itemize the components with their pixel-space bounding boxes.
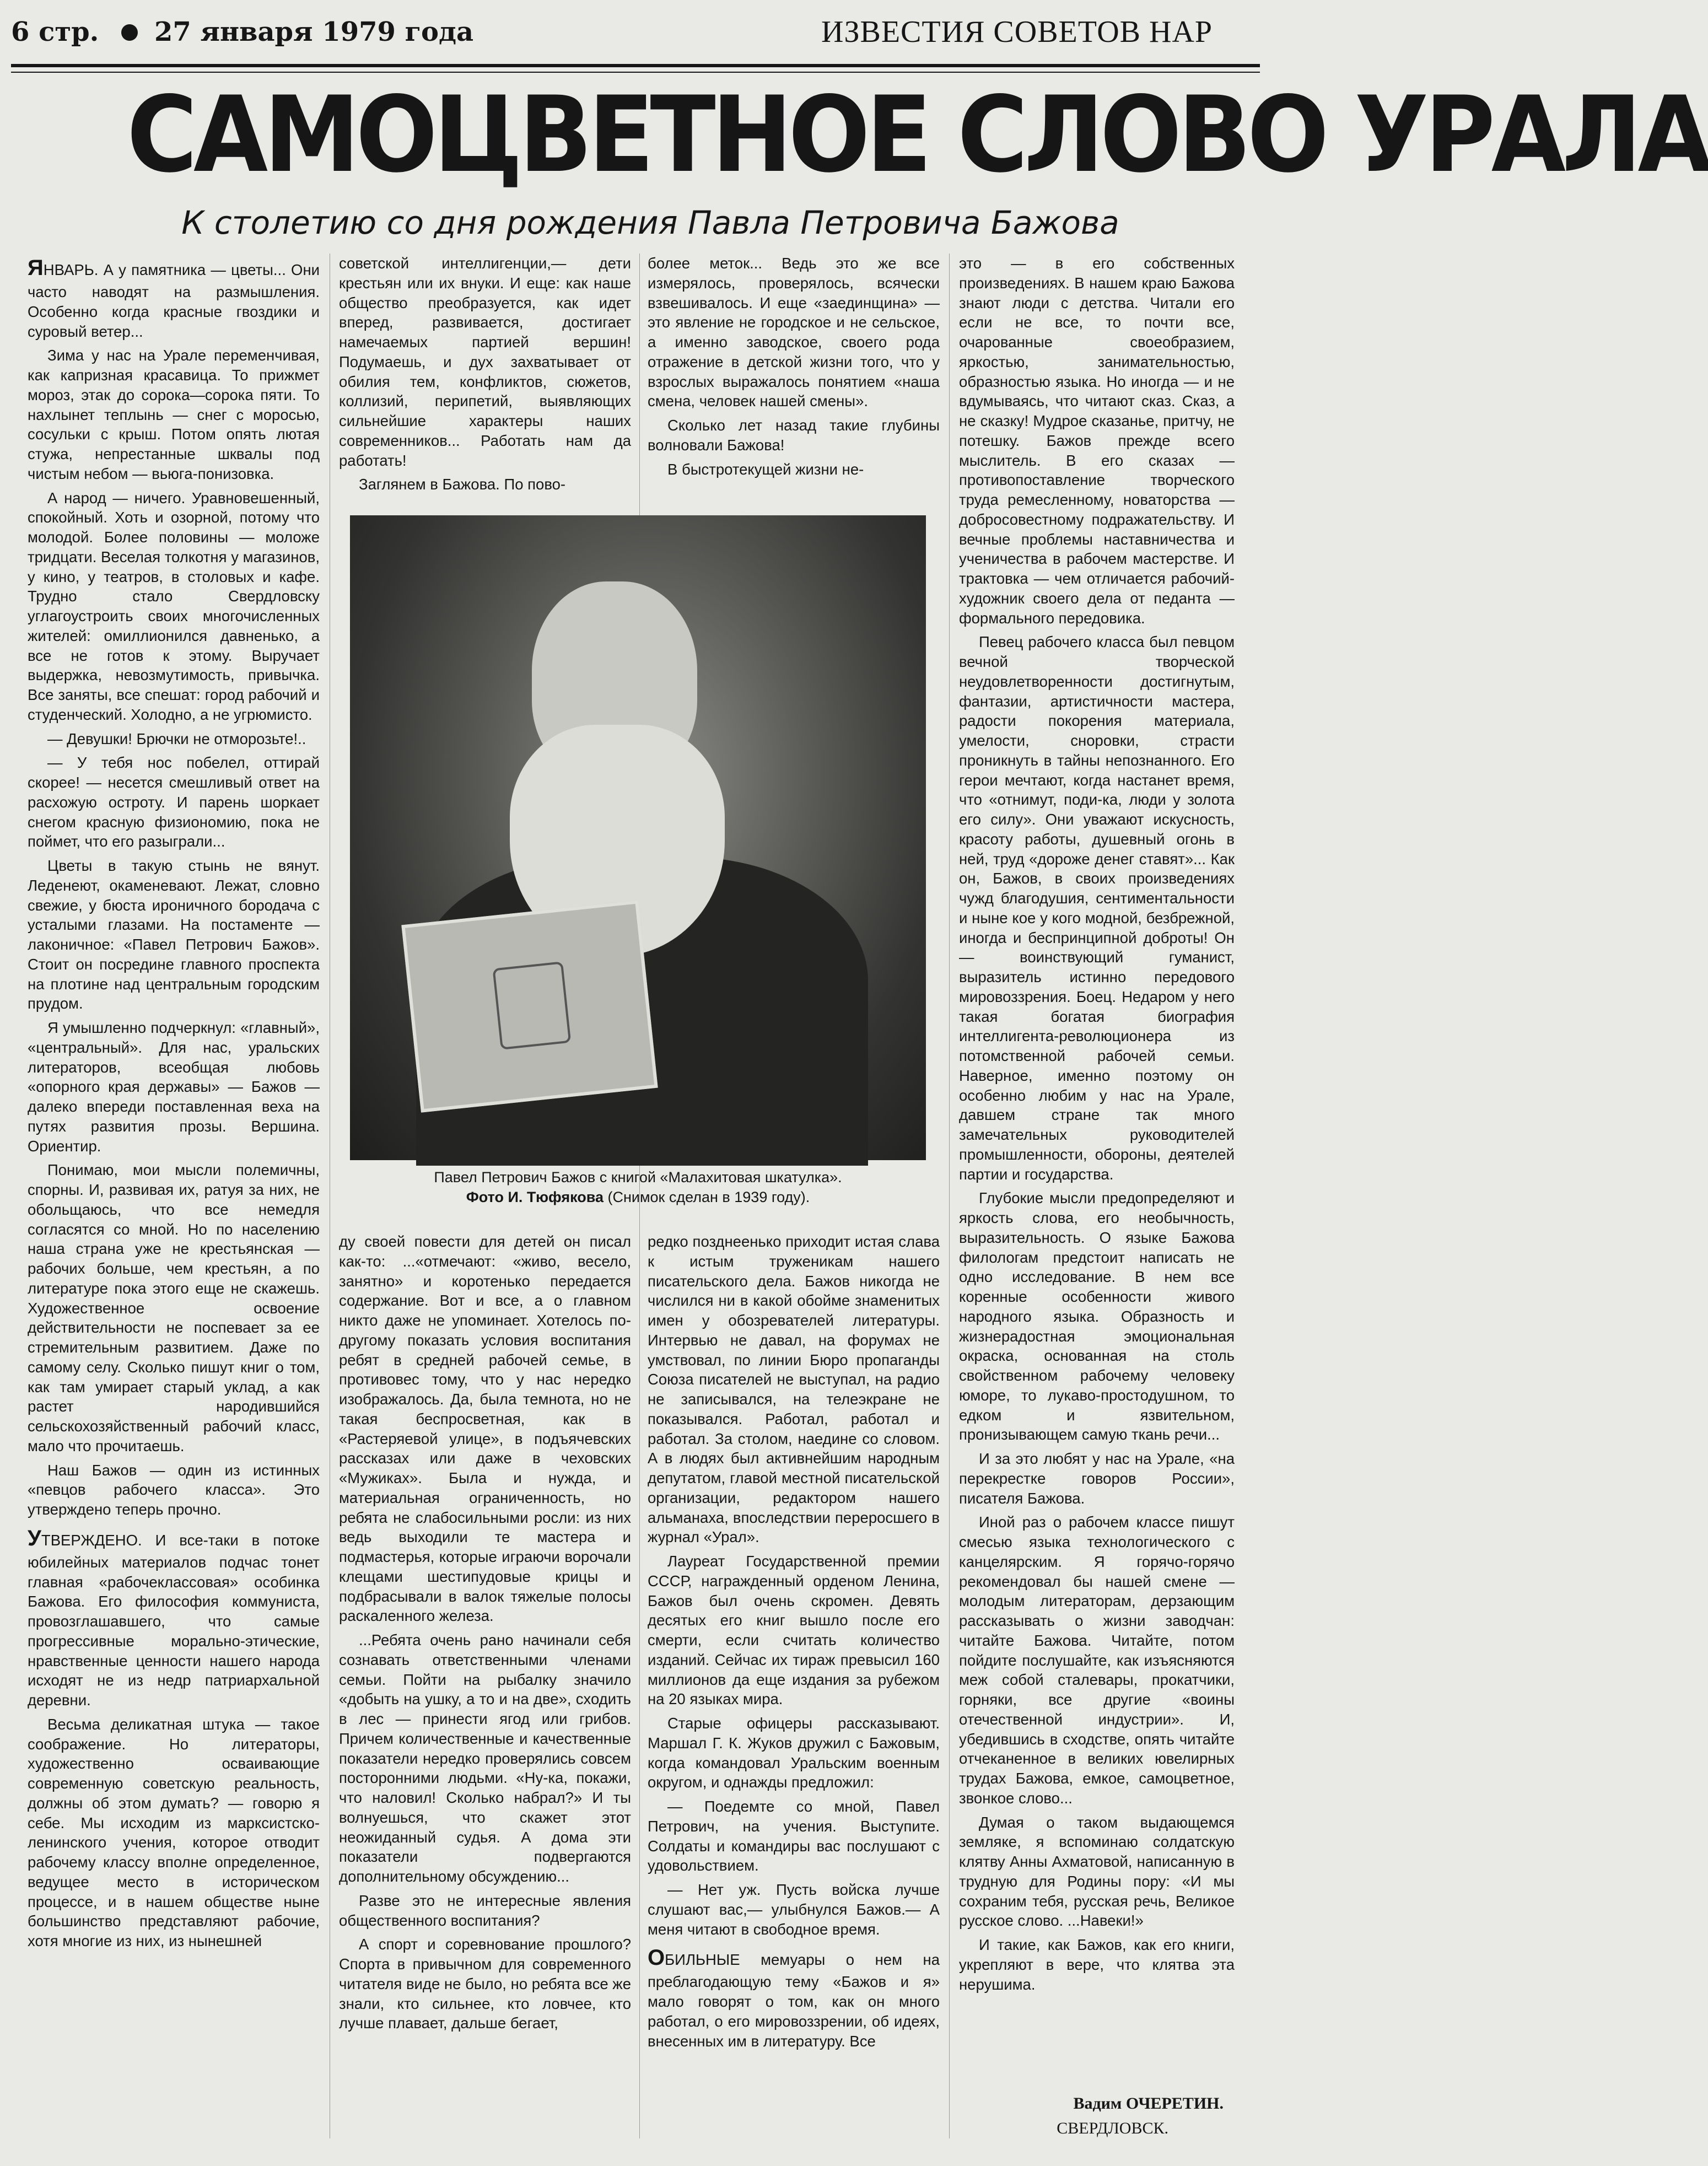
- paragraph: Сколько лет назад такие глубины волновали Бажова!: [648, 417, 940, 454]
- author-city: СВЕРДЛОВСК.: [1057, 2119, 1168, 2137]
- author-signature: Вадим ОЧЕРЕТИН.: [1073, 2094, 1224, 2113]
- paragraph: Старые офицеры рассказывают. Маршал Г. К. Жуков дружил с Бажовым, когда командовал Уральским военным округом, и однажды предложил:: [648, 1715, 940, 1791]
- paragraph: редко позднеенько приходит истая слава к истым труженикам нашего писательского дела. Бажов никогда не числился ни в какой обойме знаменитых имен у обозревателей литературы. Интервью не давал, на форумах не умствовал, по линии Бюро пропаганды Союза писателей не выступал, на радио не записывался, на телеэкране не показывался. Работал, работал и работал. За столом, наедине со словом. А в людях был активнейшим народным депутатом, главой местной писательской организации, редактором нашего альманаха, впоследствии переросшего в журнал «Урал».: [648, 1233, 940, 1546]
- photo-book-shape: [401, 900, 658, 1112]
- caption-credit-line: [350, 1187, 926, 1207]
- portrait-photo: [350, 515, 926, 1160]
- photo-caption: [350, 1167, 926, 1208]
- issue-date: 27 января 1979 года: [154, 17, 474, 47]
- paragraph: Понимаю, мои мысли полемичны, спорны. И, развивая их, ратуя за них, не обольщаюсь, что все немедля согласятся со мной. Но по населению наша страна уже не крестьянская — рабочих больше, чем крестьян, а по литературе пока этого еще не скажешь. Художественное освоение действительности не поспевает за ее стремительным развитием. Даже по самому селу. Сколько пишут книг о том, как там умирает старый уклад, а как растет народившийся сельскохозяйственный рабочий класс, мало что прочитаешь.: [28, 1161, 320, 1454]
- masthead-rule: [11, 64, 1260, 67]
- paragraph: И такие, как Бажов, как его книги, укрепляют в вере, что клятва эта нерушима.: [959, 1936, 1235, 1993]
- paragraph: это — в его собственных произведениях. В нашем краю Бажова знают люди с детства. Читали его если не все, то почти все, очарованные своеобразием, яркостью, занимательностью, образностью языка. Но иногда — и не вдумываясь, что читают сказ. Сказ, а не сказку! Мудрое сказанье, притчу, не потешку. Бажов прежде всего мыслитель. В его сказах — противопоставление творческого труда ремесленному, новаторства — добросовестному подражательству. И вечные проблемы наставничества и ученичества в рабочем мастерстве. И трактовка — чем отличается рабочий-художник своего дела от педанта — формального передовика.: [959, 255, 1235, 627]
- column-4: [959, 254, 1235, 2138]
- column-divider: [949, 254, 950, 2138]
- article-headline: САМОЦВЕТНОЕ СЛОВО УРАЛА: [127, 74, 1708, 196]
- column-3-bottom: [648, 1232, 940, 2141]
- article-subhead: К столетию со дня рождения Павла Петровича Бажова: [181, 204, 1119, 241]
- drop-cap: Я: [28, 256, 44, 280]
- paragraph: Думая о таком выдающемся земляке, я вспоминаю солдатскую клятву Анны Ахматовой, написанную в трудную для Родины пору: «И мы сохраним тебя, русская речь, Великое русское слово. ...Навеки!»: [959, 1813, 1235, 1930]
- paragraph: А спорт и соревнование прошлого? Спорта в привычном для современного читателя виде не было, но ребята все же знали, кто сильнее, кто ловчее, кто лучше плавает, дальше бегает,: [339, 1936, 631, 2032]
- paragraph: — Девушки! Брючки не отморозьте!..: [47, 730, 306, 747]
- paragraph: Иной раз о рабочем классе пишут смесью языка технологического с канцелярским. Я горячо-горячо рекомендовал бы нашей смене — молодым литераторам, дерзающим рассказывать о жизни заводчан: читайте Бажова. Читайте, потом пойдите послушайте, как изъясняются меж собой сталевары, прокатчики, горняки, все другие «воины отечественной индустрии». И, убедившись в сходстве, опять читайте отчеканенное в великих ювелирных трудах Бажова, емкое, самоцветное, звонкое слово...: [959, 1513, 1235, 1807]
- drop-cap: У: [28, 1526, 41, 1550]
- paragraph: Лауреат Государственной премии СССР, награжденный орденом Ленина, Бажов был очень скромен. Девять десятых его книг вышло после его смерти, если считать количество изданий. Сейчас их тираж превысил 160 миллионов да еще издания за рубежом на 20 языках мира.: [648, 1553, 940, 1708]
- page-number: 6 стр.: [11, 17, 99, 47]
- paragraph: Глубокие мысли предопределяют и яркость слова, его необычность, выразительность. О языке Бажова филологам предстоит написать не одно исследование. В нем все коренные особенности живого народного языка. Образность и жизнерадостная эмоциональная окраска, основанная на столь свойственном рабочему человеку юморе, то лукаво-простодушном, то едком и язвительном, пронизывающем самую ткань речи...: [959, 1189, 1235, 1443]
- column-1: [28, 254, 320, 2138]
- column-2-top: [339, 254, 631, 496]
- paragraph: — У тебя нос побелел, оттирай скорее! — несется смешливый ответ на расхожую остроту. И парень шоркает снегом красную физиономию, пока не поймет, что его разыграли...: [28, 754, 320, 850]
- paragraph: более меток... Ведь это же все измерялось, проверялось, всячески взвешивалось. И еще «заединщина» — это явление не городское и не сельское, а именно заводское, своего рода отражение в детской жизни того, что у взрослых выражалось понятием «наша смена, человек нашей смены».: [648, 255, 940, 410]
- bullet-dot-icon: [121, 24, 138, 41]
- paragraph: ду своей повести для детей он писал как-то: ...«отмечают: «живо, весело, занятно» и коротенько передается содержание. Вот и все, а о главном никто даже не упоминает. Хотелось по-другому показать условия воспитания ребят в средней рабочей семье, в противовес тому, что у нас нередко изображалось. Да, была темнота, но не такая беспросветная, как в «Растеряевой улице», в подъячевских рассказах или даже в чеховских «Мужиках». Была и нужда, и материальная ограниченность, но ребята не слабосильными росли: из них ведь выходили те мастера и подмастерья, которые играючи ворочали клещами шестипудовые крицы и подбрасывали в валок тяжелые полосы раскаленного железа.: [339, 1233, 631, 1625]
- newspaper-name: ИЗВЕСТИЯ СОВЕТОВ НАР: [821, 15, 1213, 49]
- paragraph: — Поедемте со мной, Павел Петрович, на учения. Выступите. Солдаты и командиры вас послушают с удовольствием.: [648, 1798, 940, 1874]
- paragraph: ...Ребята очень рано начинали себя сознавать ответственными членами семьи. Пойти на рыбалку значило «добыть на ушку, а то и на две», сходить в лес — принести ягод или грибов. Причем количественные и качественные показатели нередко проверялись совсем посторонними людьми. «Ну-ка, покажи, что наловил! Сколько набрал?» И ты волнуешься, что скажет этот неожиданный судья. А дома эти показатели подвергаются дополнительному обсуждению...: [339, 1631, 631, 1885]
- paragraph: И за это любят у нас на Урале, «на перекрестке говоров России», писателя Бажова.: [959, 1450, 1235, 1507]
- photo-credit: Фото И. Тюфякова: [466, 1189, 604, 1206]
- paragraph: Я умышленно подчеркнул: «главный», «центральный». Для нас, уральских литераторов, всеобщая любовь «опорного края державы» — Бажов — далеко впереди поставленная веха на путях развития прозы. Вершина. Ориентир.: [28, 1019, 320, 1155]
- paragraph: Певец рабочего класса был певцом вечной творческой неудовлетворенности достигнутым, фантазии, артистичности мастера, радости покорения материала, умелости, сноровки, страсти проникнуть в тайны непознанного. Его герои мечтают, когда настанет время, что «отнимут, поди-ка, люди у золота его силу». Они уважают искусность, красоту работы, душевный огонь в ней, труд «дороже денег ставят»... Как он, Бажов, в своих произведениях чужд благодушия, сентиментальности и ныне кое у кого модной, безбрежной, иногда и беспринципной доброты! Он — воинствующий гуманист, выразитель истинно передового мировоззрения. Боец. Недаром у него такая богатая биография интеллигента-революционера из потомственной рабочей семьи. Наверное, именно поэтому он особенно любим у нас на Урале, давшем стране так много замечательных руководителей промышленности, обороны, деятелей партии и государства.: [959, 633, 1235, 1183]
- drop-cap: О: [648, 1946, 665, 1970]
- paragraph: Цветы в такую стынь не вянут. Леденеют, окаменевают. Лежат, словно свежие, у бюста ироничного бородача с усталыми глазами. На постаменте — лаконичное: «Павел Петрович Бажов». Стоит он посредине главного проспекта на плотине над центральным городским прудом.: [28, 857, 320, 1012]
- paragraph: В быстротекущей жизни не-: [667, 460, 864, 478]
- paragraph: [28, 1524, 320, 1710]
- paragraph: Весьма деликатная штука — такое соображение. Но литераторы, художественно осваивающие современную советскую реальность, должны об этом думать? — говорю я себе. Мы исходим из марксистско-ленинского учения, которое отводит рабочему классу вполне определенное, ведущее место в историческом процессе, и в нашем обществе ныне большинство представляют рабочие, хотя многие из них, из нынешней: [28, 1715, 320, 1949]
- column-3-top: [648, 254, 940, 496]
- paragraph: А народ — ничего. Уравновешенный, спокойный. Хоть и озорной, потому что молодой. Более половины — моложе тридцати. Веселая толкотня у магазинов, у кино, у театров, в столовых и кафе. Трудно стало Свердловску углагоустроить своих многочисленных жителей: омиллионился давненько, а все не готов к этому. Выручает выдержка, невозмутимость, привычка. Все заняты, все спешат: город рабочий и студенческий. Холодно, а не угрюмисто.: [28, 489, 320, 723]
- paragraph-text: БИЛЬНЫЕ мемуары о нем на преблагодающую тему «Бажов и я» мало говорят о том, как он много работал, о его мировоззрении, об идеях, внесенных им в литературу. Все: [648, 1951, 940, 2050]
- book-ornament-icon: [492, 961, 571, 1050]
- paragraph: Разве это не интересные явления общественного воспитания?: [339, 1892, 631, 1929]
- paragraph-text: ТВЕРЖДЕНО. И все-таки в потоке юбилейных материалов подчас тонет главная «рабочеклассовая» особинка Бажова. Его философия коммуниста, провозглашавшего, что самые прогрессивные морально-этические, нравственные ценности нашего народа исходят не из недр патриархальной деревни.: [28, 1531, 320, 1709]
- column-2-bottom: [339, 1232, 631, 2141]
- paragraph: Заглянем в Бажова. По пово-: [359, 476, 566, 493]
- paragraph: Зима у нас на Урале переменчивая, как капризная красавица. То прижмет мороз, этак до сорока—сорока пяти. То нахлынет теплынь — снег с моросью, сосульки с крыш. Потом опять лютая стужа, непрестанные шквалы под чистым небом — вьюга-понизовка.: [28, 347, 320, 482]
- masthead: [11, 11, 1260, 66]
- paragraph: Наш Бажов — один из истинных «певцов рабочего класса». Это утверждено теперь прочно.: [28, 1461, 320, 1518]
- caption-note: (Снимок сделан в 1939 году).: [607, 1189, 810, 1206]
- paragraph: — Нет уж. Пусть войска лучше слушают вас,— улыбнулся Бажов.— А меня читают в свободное время.: [648, 1881, 940, 1938]
- paragraph: [648, 1943, 940, 2051]
- paragraph: [28, 254, 320, 341]
- paragraph-text: НВАРЬ. А у памятника — цветы... Они часто наводят на размышления. Особенно когда красные гвоздики и суровый ветер...: [28, 261, 320, 340]
- caption-line: Павел Петрович Бажов с книгой «Малахитовая шкатулка».: [434, 1169, 842, 1186]
- paragraph: советской интеллигенции,— дети крестьян или их внуки. И еще: как наше общество преобразуется, как идет вперед, развивается, достигает намечаемых партией вершин! Подумаешь, и дух захватывает от обилия тем, конфликтов, сюжетов, коллизий, перипетий, выявляющих сильнейшие характеры наших современников... Работать нам да работать!: [339, 255, 631, 469]
- masthead-rule-thin: [11, 72, 1260, 73]
